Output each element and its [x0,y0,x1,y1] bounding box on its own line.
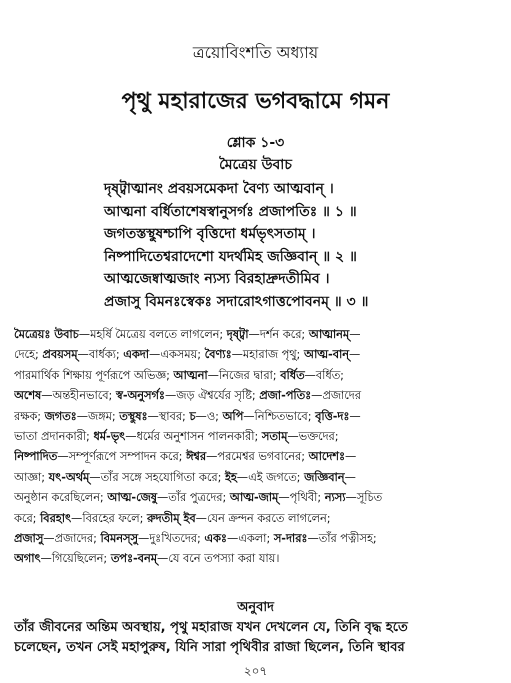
synonym-term: প্রবয়সম্ [42,348,78,362]
translation-line: তাঁর জীবনের অন্তিম অবস্থায়, পৃথু মহারাজ যখন দেখলেন যে, তিনি বৃদ্ধ হতে [14,620,408,635]
synonym-term: স-দারঃ [273,532,308,546]
speaker-heading: মৈত্রেয় উবাচ [219,157,292,173]
synonym-meaning: দেহে; [14,348,43,362]
synonym-line [14,488,498,508]
translation-heading: অনুবাদ [237,600,274,615]
synonym-term: আদেশঃ [308,450,345,464]
synonym-meaning: —মহারাজ পৃথু; [231,348,304,362]
synonym-meaning: —ভক্তদের; [287,430,339,444]
synonym-term: বিরহাৎ [40,511,72,525]
synonym-meaning: —প্রজাদের [311,389,361,403]
synonym-meaning: —যে বনে তপস্যা করা যায়। [157,552,280,566]
synonym-meaning: করে; [14,511,41,525]
synonym-term: সতাম্ [261,430,288,444]
synonym-line [14,549,498,569]
translation-text [14,618,498,658]
synonym-term: জগতঃ [44,409,77,423]
synonym-term: বৃত্তি-দঃ [315,409,350,423]
synonym-line [14,447,498,467]
synonym-line [14,345,498,365]
verse-line: দৃষ্ট্বাত্মানং প্রবয়সমেকদা বৈণ্য আত্মবান্ । [104,181,334,197]
word-synonyms [14,325,498,570]
synonym-term: আত্ম-জেষু [107,491,157,505]
synonym-meaning: —পৃথিবী; [278,491,325,505]
verse-label: শ্লোক ১-৩ [226,135,285,151]
synonym-meaning: —সূচিত [345,491,383,505]
synonym-term: অগাৎ [14,552,41,566]
synonym-meaning: — [345,450,357,464]
synonym-term: মৈত্রেয়ঃ উবাচ [14,328,79,341]
synonym-line [14,468,498,488]
translation-line: চলেছেন, তখন সেই মহাপুরুষ, যিনি সারা পৃথিবীর রাজা ছিলেন, তিনি স্থাবর [14,640,405,655]
synonym-term: ধর্ম-ভৃৎ [93,430,126,444]
synonym-meaning: পারমার্থিক শিক্ষায় পূর্ণরূপে অভিজ্ঞ; [14,368,174,382]
synonym-term: ন্যস্য [324,491,346,505]
verse-line: আত্মনা বর্ধিতাশেষস্বানুসর্গঃ প্রজাপতিঃ ॥ ১ ॥ [104,203,357,220]
synonym-term: বৈণ্যঃ [204,348,232,362]
synonym-term: প্রজা-পতিঃ [259,389,312,403]
synonym-term: ইহ [224,470,237,484]
page-number: ২০৭ [243,664,268,678]
synonym-line [14,529,498,549]
synonym-meaning: —নিজের দ্বারা; [207,368,281,382]
synonym-meaning: —প্রজাদের; [43,532,101,546]
verse-line: প্রজাসু বিমনঃস্বেকঃ সদারোঽগাত্তপোবনম্ ॥ ৩ ॥ [104,293,369,310]
synonym-term: আত্মনা [173,368,208,382]
synonym-term: অপি [222,409,244,423]
sanskrit-verses [104,178,484,313]
synonym-meaning: —তাঁর পুত্রদের; [157,491,230,505]
synonym-line [14,427,498,447]
synonym-term: আত্ম-জাম্ [229,491,279,505]
synonym-term: স্ব-অনুসর্গঃ [115,389,165,403]
synonym-meaning: —একলা; [226,532,274,546]
synonym-term: রুদতীম্ ইব [146,511,196,525]
synonym-meaning: —যেন ক্রন্দন করতে লাগলেন; [195,511,331,525]
synonym-term: একঃ [204,532,227,546]
synonym-term: নিষ্পাদিত [14,450,58,464]
synonym-meaning: — [349,328,361,341]
synonym-term: আত্মানম্ [308,328,350,341]
synonym-meaning: — [349,409,361,423]
synonym-meaning: —নিশ্চিতভাবে; [243,409,316,423]
synonym-meaning: —দর্শন করে; [248,328,309,341]
synonym-meaning: —তাঁর সঙ্গে সহযোগিতা করে; [89,470,225,484]
synonym-term: যৎ-অর্থম্ [48,470,90,484]
synonym-meaning: —বিরহের ফলে; [71,511,147,525]
synonym-meaning: —অন্তহীনভাবে; [41,389,116,403]
synonym-meaning: রক্ষক; [14,409,45,423]
synonym-meaning: —বর্ধিত; [304,368,344,382]
synonym-meaning: —তাঁর পত্নীসহ; [307,532,377,546]
synonym-term: প্রজাসু [14,532,44,546]
synonym-meaning: — [344,470,356,484]
synonym-meaning: —জড় ঐশ্বর্যের সৃষ্টি; [164,389,260,403]
synonym-meaning: —সম্পূর্ণরূপে সম্পাদন করে; [57,450,187,464]
synonym-term: একদা [123,348,150,362]
synonym-meaning: —পরমেশ্বর ভগবানের; [206,450,309,464]
synonym-meaning: —স্থাবর; [147,409,190,423]
synonym-line [14,509,498,529]
chapter-number: ত্রয়োবিংশতি অধ্যায় [192,43,319,62]
synonym-meaning: —এই জগতে; [236,470,305,484]
synonym-meaning: —বার্ধক্য; [77,348,124,362]
synonym-line [14,366,498,386]
synonym-meaning: —মহর্ষি মৈত্রেয় বলতে লাগলেন; [78,328,227,341]
synonym-meaning: অনুষ্ঠান করেছিলেন; [14,491,108,505]
synonym-meaning: —জঙ্গম; [76,409,120,423]
synonym-term: তস্থুষঃ [119,409,148,423]
synonym-line [14,325,498,345]
synonym-meaning: আজ্ঞা; [14,470,49,484]
verse-line: জগতস্তস্থুষশ্চাপি বৃত্তিদো ধর্মভৃৎসতাম্ । [104,226,316,242]
synonym-term: চ [189,409,196,423]
verse-line: আত্মজেষ্বাত্মজাং ন্যস্য বিরহাদ্রুদতীমিব । [104,271,330,287]
synonym-meaning: — [349,348,361,362]
synonym-meaning: —ও; [195,409,223,423]
synonym-term: বিমনস্সু [100,532,138,546]
synonym-line [14,407,498,427]
synonym-meaning: —ধর্মের অনুশাসন পালনকারী; [125,430,262,444]
synonym-term: বর্ধিত [280,368,305,382]
synonym-meaning: —গিয়েছিলেন; [40,552,111,566]
synonym-meaning: —দুঃখিতদের; [137,532,205,546]
synonym-meaning: —একসময়; [149,348,205,362]
synonym-meaning: ভাতা প্রদানকারী; [14,430,94,444]
synonym-term: অশেষ [14,389,42,403]
synonym-term: দৃষ্ট্বা [226,328,249,341]
chapter-title: পৃথু মহারাজের ভগবদ্ধামে গমন [121,89,390,114]
synonym-term: জজ্ঞিবান্ [304,470,345,484]
synonym-term: আত্ম-বান্ [303,348,350,362]
synonym-term: ঈশ্বর [186,450,207,464]
synonym-line [14,386,498,406]
synonym-term: তপঃ-বনম্ [110,552,157,566]
verse-line: নিষ্পাদিতেশ্বরাদেশো যদর্থমিহ জজ্ঞিবান্ ॥ ২ ॥ [104,248,357,265]
